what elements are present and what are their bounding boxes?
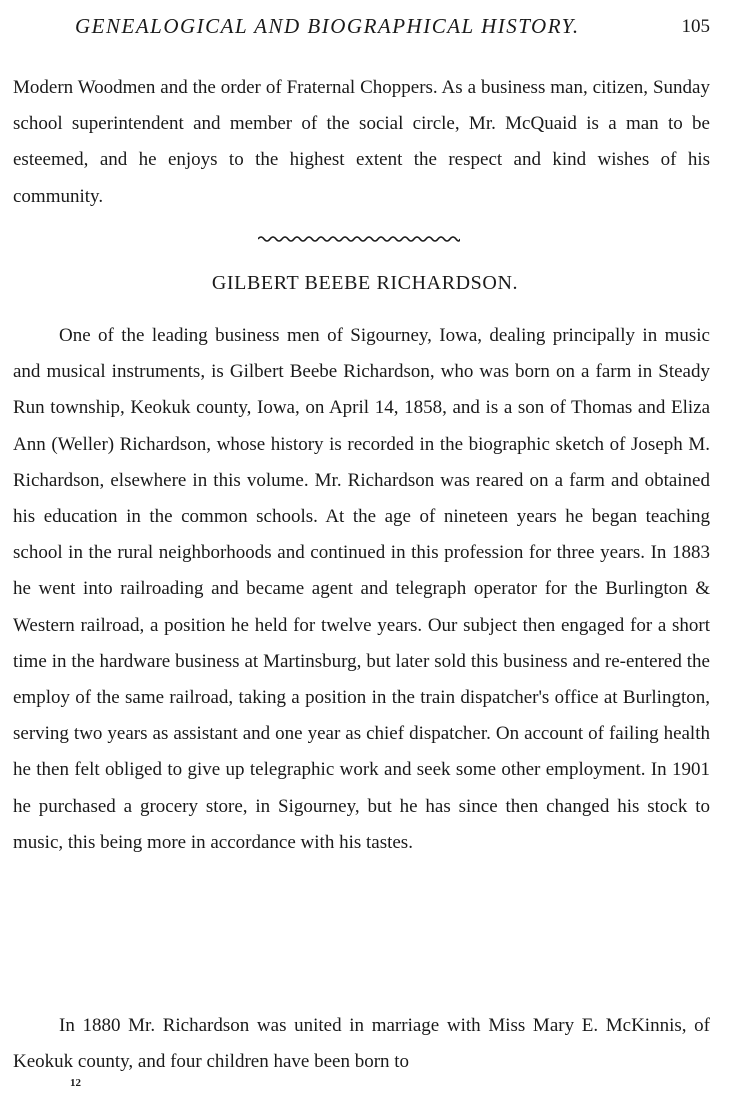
page-number: 105 [681,16,710,37]
section-heading: GILBERT BEEBE RICHARDSON. [211,272,519,294]
running-head [0,10,730,42]
paragraph-biography: One of the leading business men of Sigourney, Iowa, dealing principally in music and musical instruments, is Gilbert Beebe Richardson, who was born on a farm in Steady Run township, Keokuk county, Iowa, on April 14, 1858, and is a son of Thomas and Eliza Ann (Weller) Richardson, whose history is recorded in the biographic sketch of Joseph M. Richardson, elsewhere in this volume. Mr. Richardson was reared on a farm and obtained his education in the common schools. At the age of nineteen years he began teaching school in the rural neighborhoods and continued in this profession for three years. In 1883 he went into railroading and became agent and telegraph operator for the Burlington & Western railroad, a position he held for twelve years. Our subject then engaged for a short time in the hardware business at Martinsburg, but later sold this business and re-entered the employ of the same railroad, taking a position in the train dispatcher's office at Burlington, serving two years as assistant and one year as chief dispatcher. On account of failing health he then felt obliged to give up telegraphic work and seek some other employment. In 1901 he purchased a grocery store, in Sigourney, but he has since then changed his stock to music, this being more in accordance with his tastes. [13,325,710,853]
paragraph-continuation: Modern Woodmen and the order of Fraternal Choppers. As a business man, citizen, Sunday school superintendent and member of the social circle, Mr. McQuaid is a man to be esteemed, and he enjoys to the highest extent the respect and kind wishes of his community. [13,77,710,207]
signature-mark: 12 [70,1077,81,1089]
paragraph-marriage: In 1880 Mr. Richardson was united in marriage with Miss Mary E. McKinnis, of Keokuk county, and four children have been born to [13,1015,710,1073]
running-head-title: GENEALOGICAL AND BIOGRAPHICAL HISTORY. [75,14,580,38]
wavy-divider [258,232,460,246]
